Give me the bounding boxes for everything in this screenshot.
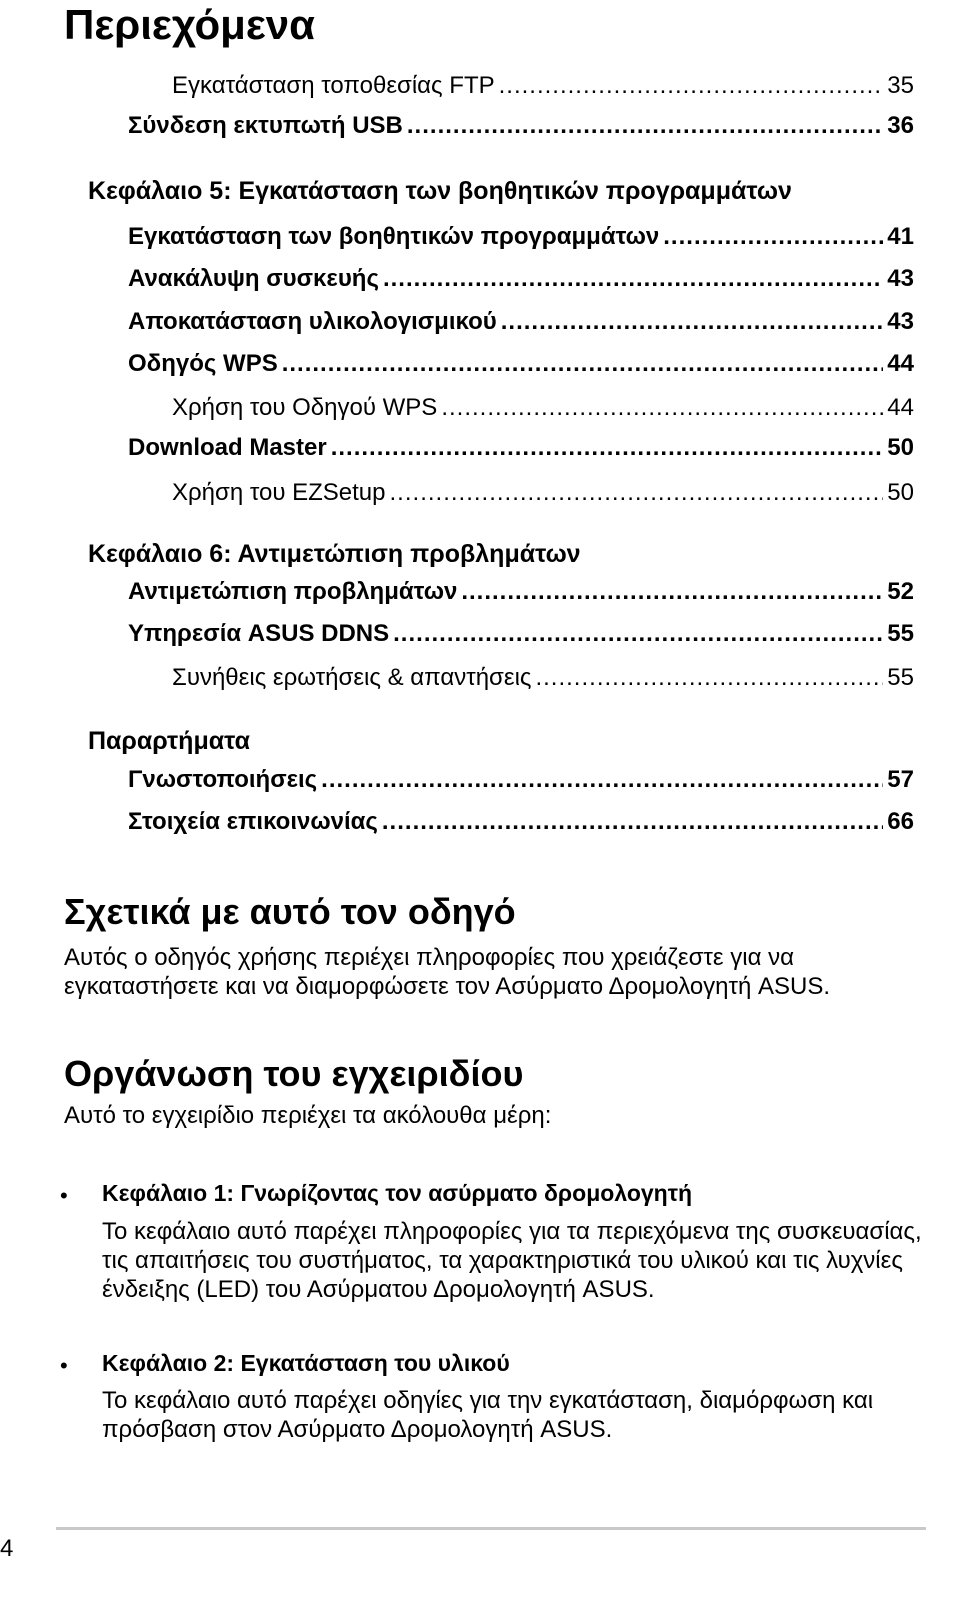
- toc-entry-title: Στοιχεία επικοινωνίας: [128, 808, 378, 835]
- chapter-5-heading: Κεφάλαιο 5: Εγκατάσταση των βοηθητικών προγραμμάτων: [88, 177, 792, 205]
- toc-leader: [331, 436, 884, 460]
- toc-entry-page: 43: [887, 308, 914, 335]
- toc-leader: [461, 580, 883, 604]
- bullet-marker: •: [60, 1183, 68, 1208]
- toc-entry-page: 36: [887, 112, 914, 139]
- toc-leader: [535, 666, 883, 690]
- chapter-6-heading: Κεφάλαιο 6: Αντιμετώπιση προβλημάτων: [88, 540, 581, 568]
- chapter-1-title: Κεφάλαιο 1: Γνωρίζοντας τον ασύρματο δρομολογητή: [102, 1180, 693, 1206]
- toc-entry[interactable]: [172, 666, 914, 690]
- toc-leader: [499, 74, 884, 98]
- chapter-2-title: Κεφάλαιο 2: Εγκατάσταση του υλικού: [102, 1350, 510, 1376]
- toc-entry-title: Εγκατάσταση τοποθεσίας FTP: [172, 72, 495, 99]
- toc-entry-page: 41: [887, 223, 914, 250]
- toc-entry-page: 55: [887, 664, 914, 691]
- toc-entry-title: Χρήση του EZSetup: [172, 479, 386, 506]
- toc-leader: [441, 396, 883, 420]
- toc-entry-title: Αποκατάσταση υλικολογισμικού: [128, 308, 497, 335]
- chapter-2-description: Το κεφάλαιο αυτό παρέχει οδηγίες για την εγκατάσταση, διαμόρφωση και πρόσβαση στον Ασύρματο Δρομολογητή ASUS.: [102, 1387, 874, 1443]
- toc-leader: [407, 114, 883, 138]
- page-number: 4: [0, 1535, 14, 1562]
- organization-intro: Αυτό το εγχειρίδιο περιέχει τα ακόλουθα μέρη:: [64, 1102, 552, 1129]
- toc-entry[interactable]: [128, 267, 914, 291]
- toc-entry-page: 43: [887, 265, 914, 292]
- bullet-marker: •: [60, 1353, 68, 1378]
- toc-entry-title: Εγκατάσταση των βοηθητικών προγραμμάτων: [128, 223, 660, 250]
- toc-heading: Περιεχόμενα: [64, 1, 315, 48]
- about-heading: Σχετικά με αυτό τον οδηγό: [64, 891, 516, 932]
- toc-entry[interactable]: [128, 114, 914, 138]
- toc-leader: [282, 352, 884, 376]
- toc-leader: [663, 225, 883, 249]
- toc-entry-title: Χρήση του Οδηγού WPS: [172, 394, 438, 421]
- appendix-heading: Παραρτήματα: [88, 727, 250, 755]
- toc-entry-page: 55: [887, 620, 914, 647]
- toc-entry-page: 35: [887, 72, 914, 99]
- toc-entry[interactable]: [172, 396, 914, 420]
- chapter-1-description: Το κεφάλαιο αυτό παρέχει πληροφορίες για τα περιεχόμενα της συσκευασίας, τις απαιτήσεις του συστήματος, τα χαρακτηριστικά του υλικού και τις λυχνίες ένδειξης (LED) του Ασύρματου Δρομολογητή ASUS.: [102, 1218, 922, 1303]
- organization-heading: Οργάνωση του εγχειριδίου: [64, 1053, 524, 1094]
- toc-entry-page: 50: [887, 479, 914, 506]
- toc-entry-page: 66: [887, 808, 914, 835]
- toc-leader: [393, 622, 883, 646]
- toc-entry-page: 50: [887, 434, 914, 461]
- toc-entry[interactable]: [128, 622, 914, 646]
- toc-leader: [383, 267, 883, 291]
- toc-entry-title: Αντιμετώπιση προβλημάτων: [128, 578, 458, 605]
- toc-leader: [501, 310, 884, 334]
- toc-entry-title: Συνήθεις ερωτήσεις & απαντήσεις: [172, 664, 532, 691]
- toc-entry-title: Σύνδεση εκτυπωτή USB: [128, 112, 403, 139]
- toc-entry[interactable]: [128, 310, 914, 334]
- toc-entry[interactable]: [128, 436, 914, 460]
- toc-entry-page: 44: [887, 394, 914, 421]
- toc-entry-title: Οδηγός WPS: [128, 350, 278, 377]
- toc-entry-title: Υπηρεσία ASUS DDNS: [128, 620, 390, 647]
- toc-entry[interactable]: [128, 225, 914, 249]
- toc-entry[interactable]: [172, 74, 914, 98]
- toc-entry[interactable]: [128, 768, 914, 792]
- toc-entry-page: 57: [887, 766, 914, 793]
- toc-entry-page: 44: [887, 350, 914, 377]
- toc-leader: [382, 810, 883, 834]
- toc-entry-title: Γνωστοποιήσεις: [128, 766, 318, 793]
- toc-leader: [390, 481, 884, 505]
- toc-entry[interactable]: [128, 352, 914, 376]
- toc-entry[interactable]: [128, 580, 914, 604]
- toc-entry-title: Download Master: [128, 434, 327, 461]
- footer-divider: [56, 1527, 926, 1530]
- toc-leader: [321, 768, 883, 792]
- toc-entry[interactable]: [128, 810, 914, 834]
- toc-entry-title: Ανακάλυψη συσκευής: [128, 265, 379, 292]
- toc-entry[interactable]: [172, 481, 914, 505]
- about-text: Αυτός ο οδηγός χρήσης περιέχει πληροφορίες που χρειάζεστε για να εγκαταστήσετε και να διαμορφώσετε τον Ασύρματο Δρομολογητή ASUS.: [64, 944, 831, 1000]
- toc-entry-page: 52: [887, 578, 914, 605]
